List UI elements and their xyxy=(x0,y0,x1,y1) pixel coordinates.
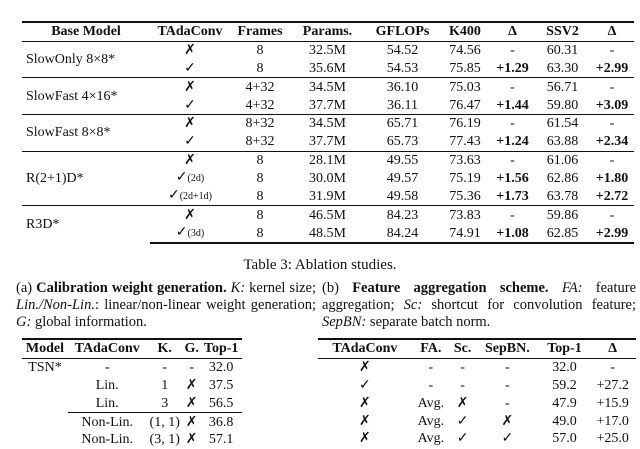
data-cell: - xyxy=(610,360,615,376)
data-cell: 4+32 xyxy=(245,97,275,113)
data-cell: 28.1M xyxy=(290,151,365,169)
table-row xyxy=(22,413,242,431)
data-cell: 8 xyxy=(256,43,264,59)
data-cell: - xyxy=(590,114,634,132)
tadaconv-cell xyxy=(150,41,230,59)
data-cell xyxy=(22,413,68,431)
table-row xyxy=(22,358,242,376)
data-cell: - xyxy=(490,78,535,96)
data-cell: 84.23 xyxy=(365,206,440,224)
data-cell: Non-Lin. xyxy=(68,413,146,431)
table-row xyxy=(318,430,636,448)
data-cell: ✗ xyxy=(359,431,371,447)
data-cell: - xyxy=(428,360,434,376)
header-cell: SSV2 xyxy=(535,22,590,41)
data-cell xyxy=(22,377,68,395)
data-cell: 32.5M xyxy=(309,43,346,59)
header-cell: Top-1 xyxy=(200,339,242,358)
data-cell: +2.72 xyxy=(595,188,629,204)
data-cell: +1.08 xyxy=(490,224,535,243)
data-cell: +15.9 xyxy=(596,395,629,411)
header-cell: G. xyxy=(183,339,200,358)
data-cell: 75.19 xyxy=(449,170,481,186)
data-cell: - xyxy=(104,360,110,376)
data-cell: 48.5M xyxy=(290,224,365,243)
table-row xyxy=(22,151,634,169)
data-cell: 59.86 xyxy=(535,206,590,224)
check-mark: ✗ xyxy=(184,79,196,95)
data-cell: +27.2 xyxy=(596,377,629,393)
data-cell: ✗ xyxy=(359,360,371,376)
data-cell: ✓ xyxy=(359,377,371,393)
data-cell: 37.5 xyxy=(208,377,234,393)
data-cell: Avg. xyxy=(417,413,445,429)
header-cell: Base Model xyxy=(22,22,150,41)
header-cell: SepBN. xyxy=(475,339,539,358)
data-cell: +2.34 xyxy=(595,134,629,150)
header-cell: Params. xyxy=(290,22,365,41)
data-cell: 61.06 xyxy=(535,151,590,169)
data-cell: 34.5M xyxy=(290,114,365,132)
tadaconv-cell xyxy=(150,133,230,151)
data-cell: 1 xyxy=(161,377,169,393)
data-cell: 60.31 xyxy=(546,43,579,59)
data-cell: 84.24 xyxy=(365,224,440,243)
data-cell: 62.85 xyxy=(535,224,590,243)
data-cell: 37.7M xyxy=(309,97,346,113)
data-cell: - xyxy=(428,377,434,393)
tadaconv-cell xyxy=(150,78,230,96)
check-mark: ✗ xyxy=(184,207,196,223)
data-cell: 36.11 xyxy=(387,97,418,113)
data-cell: 77.43 xyxy=(449,134,481,150)
data-cell: ✗ xyxy=(185,432,198,448)
model-name: SlowFast 8×8* xyxy=(22,114,150,151)
check-mark: ✓ xyxy=(184,134,196,150)
data-cell: 73.63 xyxy=(440,151,490,169)
subcaption-b: (b) Feature aggregation scheme. FA: feature aggregation; Sc: shortcut for convolution feature; SepBN: separate batch norm. xyxy=(322,280,637,330)
data-cell: 56.5 xyxy=(208,395,234,411)
check-mark: ✓ xyxy=(184,60,196,76)
tadaconv-variant: (3d) xyxy=(187,228,205,240)
data-cell: ✓ xyxy=(456,431,469,447)
data-cell: +2.99 xyxy=(595,60,629,76)
data-cell: Lin. xyxy=(95,377,119,393)
data-cell: ✗ xyxy=(501,413,514,429)
data-cell: 74.56 xyxy=(449,43,481,59)
tadaconv-cell xyxy=(150,60,230,78)
header-cell: Δ xyxy=(590,22,634,41)
data-cell: 8+32 xyxy=(245,134,275,150)
model-name: R3D* xyxy=(22,206,150,243)
data-cell xyxy=(22,431,68,449)
data-cell: 8 xyxy=(256,60,264,76)
data-cell: 76.19 xyxy=(440,114,490,132)
table-row xyxy=(22,377,242,395)
data-cell: +17.0 xyxy=(596,413,629,429)
data-cell: - xyxy=(505,360,510,376)
data-cell: 8 xyxy=(230,224,290,243)
data-cell: +25.0 xyxy=(596,431,629,447)
data-cell: - xyxy=(490,114,535,132)
data-cell: 47.9 xyxy=(552,395,577,411)
tadaconv-cell xyxy=(150,169,230,187)
data-cell: ✓ xyxy=(501,431,514,447)
tadaconv-cell xyxy=(150,187,230,206)
data-cell: Lin. xyxy=(95,395,119,411)
data-cell: 61.54 xyxy=(535,114,590,132)
tadaconv-cell xyxy=(150,151,230,169)
data-cell: 49.58 xyxy=(386,188,419,204)
data-cell: - xyxy=(505,377,510,393)
data-cell: 8 xyxy=(230,206,290,224)
data-cell: - xyxy=(460,360,465,376)
data-cell: - xyxy=(460,377,465,393)
data-cell: 57.1 xyxy=(208,432,234,448)
data-cell: ✗ xyxy=(185,377,198,393)
tadaconv-cell xyxy=(150,96,230,114)
data-cell: 73.83 xyxy=(440,206,490,224)
tadaconv-variant: (2d+1d) xyxy=(179,191,213,203)
data-cell: TSN* xyxy=(28,360,62,376)
data-cell: - xyxy=(162,360,168,376)
header-cell: TAdaConv xyxy=(318,339,412,358)
data-cell: 8 xyxy=(230,151,290,169)
data-cell: - xyxy=(510,43,515,59)
ablation-main-table xyxy=(22,21,634,244)
header-cell: Model xyxy=(22,339,68,358)
data-cell: 46.5M xyxy=(290,206,365,224)
data-cell: +1.56 xyxy=(496,170,529,186)
data-cell: 4+32 xyxy=(230,78,290,96)
data-cell: ✗ xyxy=(359,413,371,429)
data-cell: 30.0M xyxy=(309,170,346,186)
header-cell: FA. xyxy=(412,339,450,358)
data-cell: 8+32 xyxy=(230,114,290,132)
data-cell: - xyxy=(490,206,535,224)
data-cell: +1.44 xyxy=(496,97,529,113)
data-cell: 49.57 xyxy=(386,170,419,186)
data-cell: 76.47 xyxy=(449,97,481,113)
data-cell: 8 xyxy=(256,188,264,204)
table-row xyxy=(318,358,636,376)
table-row xyxy=(22,41,634,59)
data-cell: +1.80 xyxy=(595,170,629,186)
data-cell: 3 xyxy=(161,395,169,411)
header-cell: GFLOPs xyxy=(365,22,440,41)
check-mark: ✓ xyxy=(175,225,188,241)
data-cell: 34.5M xyxy=(290,78,365,96)
subcaption-a: (a) Calibration weight generation. K: kernel size; Lin./Non-Lin.: linear/non-linear weight generation; G: global information. xyxy=(16,280,317,330)
header-cell: K400 xyxy=(440,22,490,41)
data-cell: 63.88 xyxy=(546,134,579,150)
tadaconv-cell xyxy=(150,114,230,132)
check-mark: ✗ xyxy=(184,116,196,132)
data-cell: Avg. xyxy=(417,395,445,411)
table-row xyxy=(318,377,636,395)
data-cell: 8 xyxy=(256,170,264,186)
table-row xyxy=(22,78,634,96)
header-cell: Δ xyxy=(589,339,636,358)
data-cell: 56.71 xyxy=(535,78,590,96)
data-cell: - xyxy=(490,151,535,169)
data-cell: 49.0 xyxy=(552,413,577,429)
calibration-table xyxy=(22,338,242,449)
data-cell: 63.30 xyxy=(546,60,579,76)
table-row xyxy=(318,394,636,412)
data-cell: +1.24 xyxy=(496,134,529,150)
data-cell: - xyxy=(609,43,615,59)
table-row xyxy=(22,394,242,412)
data-cell: 35.6M xyxy=(309,60,346,76)
data-cell: 75.85 xyxy=(449,60,481,76)
data-cell: 32.0 xyxy=(208,360,234,376)
data-cell: 59.2 xyxy=(552,377,577,393)
data-cell: 75.03 xyxy=(440,78,490,96)
header-cell: Δ xyxy=(490,22,535,41)
data-cell: Avg. xyxy=(417,431,445,447)
header-cell: Frames xyxy=(230,22,290,41)
aggregation-table xyxy=(318,338,636,448)
table-caption: Table 3: Ablation studies. xyxy=(243,257,397,273)
header-cell: TAdaConv xyxy=(68,339,146,358)
data-cell: ✗ xyxy=(183,413,200,431)
data-cell: - xyxy=(505,395,510,411)
data-cell: +2.99 xyxy=(590,224,634,243)
data-cell: 62.86 xyxy=(546,170,579,186)
data-cell: 36.10 xyxy=(365,78,440,96)
tadaconv-cell xyxy=(150,206,230,224)
data-cell: 65.71 xyxy=(365,114,440,132)
data-cell: ✗ xyxy=(359,395,371,411)
data-cell: 54.52 xyxy=(386,43,419,59)
data-cell: 75.36 xyxy=(449,188,481,204)
data-cell: - xyxy=(189,360,194,376)
data-cell: +3.09 xyxy=(595,97,629,113)
data-cell: 54.53 xyxy=(386,60,419,76)
header-cell: Sc. xyxy=(450,339,475,358)
data-cell: - xyxy=(590,151,634,169)
model-name: R(2+1)D* xyxy=(22,151,150,206)
data-cell: Non-Lin. xyxy=(81,432,134,448)
table-row xyxy=(22,206,634,224)
data-cell: - xyxy=(590,78,634,96)
data-cell: ✗ xyxy=(185,395,198,411)
data-cell: 74.91 xyxy=(440,224,490,243)
check-mark: ✗ xyxy=(184,43,196,59)
data-cell: 36.8 xyxy=(200,413,242,431)
model-name: SlowFast 4×16* xyxy=(22,78,150,115)
data-cell: 37.7M xyxy=(309,134,346,150)
tadaconv-cell xyxy=(150,224,230,243)
header-cell: TAdaConv xyxy=(150,22,230,41)
table-row xyxy=(22,431,242,449)
check-mark: ✗ xyxy=(184,152,196,168)
data-cell: - xyxy=(590,206,634,224)
data-cell: 31.9M xyxy=(309,188,346,204)
data-cell: 65.73 xyxy=(386,134,419,150)
data-cell: (3, 1) xyxy=(149,432,180,448)
header-cell: Top-1 xyxy=(540,339,590,358)
data-cell: +1.29 xyxy=(496,60,529,76)
header-cell: K. xyxy=(146,339,183,358)
data-cell: ✗ xyxy=(456,395,469,411)
data-cell: (1, 1) xyxy=(146,413,183,431)
check-mark: ✓ xyxy=(175,170,188,186)
tadaconv-variant: (2d) xyxy=(187,173,205,185)
check-mark: ✓ xyxy=(184,97,196,113)
data-cell: 59.80 xyxy=(546,97,579,113)
data-cell: +1.73 xyxy=(496,188,529,204)
table-row xyxy=(22,114,634,132)
data-cell: 57.0 xyxy=(552,431,577,447)
data-cell xyxy=(22,394,68,412)
model-name: SlowOnly 8×8* xyxy=(26,52,116,68)
check-mark: ✓ xyxy=(167,188,180,204)
data-cell: 32.0 xyxy=(552,360,577,376)
table-row xyxy=(318,412,636,430)
data-cell: 49.55 xyxy=(365,151,440,169)
data-cell: ✓ xyxy=(456,413,469,429)
data-cell: 63.78 xyxy=(546,188,579,204)
